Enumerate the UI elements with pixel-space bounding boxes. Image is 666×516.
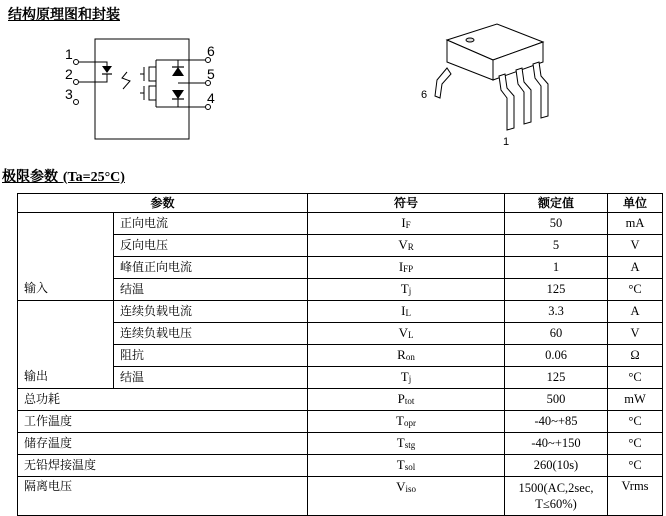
pin-label-6: 6 [207, 43, 215, 59]
table-row: 结温 $T_j$ 125 °C [18, 367, 663, 389]
schematic-diagram [60, 36, 225, 146]
table-row: 无铅焊接温度 $T_{sol}$ 260(10s) °C [18, 455, 663, 477]
table-row: 输入 正向电流 $I_F$ 50 mA [18, 213, 663, 235]
package-pin-label-1: 1 [503, 136, 510, 148]
table-row: 结温 $T_j$ 125 °C [18, 279, 663, 301]
table-row: 输出 连续负载电流 $I_L$ 3.3 A [18, 301, 663, 323]
header-unit: 单位 [608, 194, 663, 213]
table-row: 工作温度 $T_{opr}$ -40~+85 °C [18, 411, 663, 433]
pin-label-5: 5 [207, 66, 215, 82]
table-row: 峰值正向电流 $I_{FP}$ 1 A [18, 257, 663, 279]
table-row: 反向电压 $V_R$ 5 V [18, 235, 663, 257]
table-header-row [18, 194, 663, 213]
pin-label-2: 2 [65, 66, 73, 82]
pin-label-1: 1 [65, 46, 73, 62]
header-symbol: 符号 [308, 194, 505, 213]
table-row: 隔离电压 $V_{iso}$ 1500(AC,2sec, T≤60%) Vrms [18, 477, 663, 516]
package-drawing [415, 18, 585, 153]
table-row: 储存温度 $T_{stg}$ -40~+150 °C [18, 433, 663, 455]
section-title-structure: 结构原理图和封装 [8, 7, 120, 23]
table-row: 连续负载电压 $V_L$ 60 V [18, 323, 663, 345]
limits-table [17, 193, 663, 516]
pin-label-3: 3 [65, 86, 73, 102]
table-row: 阻抗 $R_{on}$ 0.06 Ω [18, 345, 663, 367]
section-title-limits: 极限参数 (Ta=25°C) [2, 169, 125, 185]
header-rating: 额定值 [505, 194, 608, 213]
package-pin-label-6: 6 [421, 89, 428, 101]
group-input: 输入 [18, 213, 114, 301]
pin-label-4: 4 [207, 90, 215, 106]
table-row: 总功耗 $P_{tot}$ 500 mW [18, 389, 663, 411]
header-param: 参数 [18, 194, 308, 213]
group-output: 输出 [18, 301, 114, 389]
